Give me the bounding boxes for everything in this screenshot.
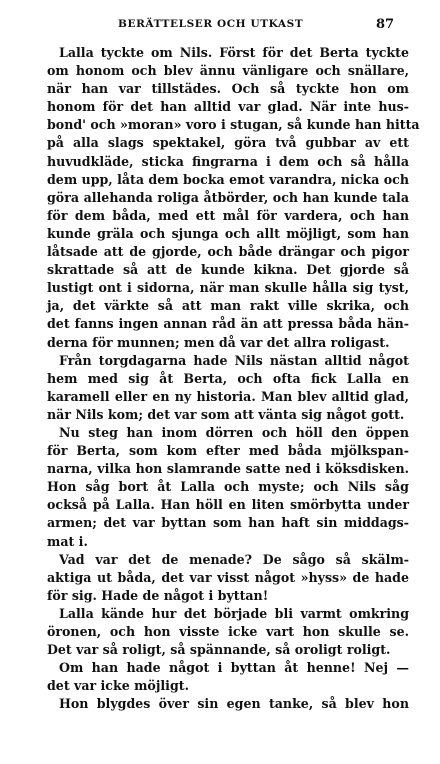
text-line: när Nils kom; det var som att vänta sig något gott.: [47, 406, 405, 422]
text-line: derna för munnen; men då var det allra roligast.: [47, 334, 390, 350]
text-line: låtsade att de gjorde, och både drängar och pigor: [47, 244, 409, 260]
text-line: bond' och »moran» voro i stugan, så kunde han hitta: [47, 117, 420, 133]
text-line: Från torgdagarna hade Nils nästan alltid något: [59, 352, 409, 368]
text-line: Lalla tyckte om Nils. Först för det Berta tyckte: [59, 45, 409, 60]
text-line: Det var så roligt, så spännande, så oroligt roligt.: [47, 642, 391, 658]
text-line: Vad var det de menade? De sågo så skälm-: [59, 551, 409, 567]
text-line: Hon såg bort åt Lalla och myste; och Nils såg: [47, 479, 409, 495]
text-line: göra allehanda roliga åtbörder, och han kunde tala: [47, 189, 409, 205]
text-line: karamell eller en ny historia. Man blev alltid glad,: [47, 388, 409, 404]
text-line: det fanns ingen annan råd än att pressa båda hän-: [47, 316, 409, 332]
text-line: dem upp, låta dem bocka emot varandra, nicka och: [47, 171, 409, 187]
text-line: armen; det var byttan som han haft sin middags-: [47, 515, 409, 531]
text-line: Hon blygdes över sin egen tanke, så blev hon: [59, 696, 409, 712]
text-line: öronen, och hon visste icke vart hon skulle se.: [47, 624, 409, 639]
text-line: narna, vilka hon slamrande satte ned i köksdisken.: [47, 461, 409, 477]
text-line: ja, det värkte så att man rakt ville skrika, och: [47, 298, 409, 314]
text-line: lustigt ont i sidorna, när man skulle hålla sig tyst,: [47, 280, 409, 296]
text-line: kunde gräla och sjunga och allt möjligt, som han: [47, 225, 409, 241]
text-line: också på Lalla. Han höll en liten smörbytta under: [47, 497, 409, 513]
text-line: på alla slags spektakel, göra två gubbar av ett: [47, 135, 409, 151]
text-line: honom för det han alltid var glad. När inte hus-: [47, 99, 409, 115]
text-line: för Berta, som kom efter med båda mjölkspan-: [47, 443, 409, 459]
text-line: huvudkläde, sticka fingrarna i dem och så hålla: [47, 153, 409, 169]
text-line: det var icke möjligt.: [47, 678, 189, 694]
text-line: Om han hade något i byttan åt henne! Nej —: [59, 660, 409, 676]
page-number: 87: [376, 17, 395, 32]
text-line: hem med sig åt Berta, och ofta fick Lalla en: [47, 370, 409, 386]
text-line: Lalla kände hur det började bli varmt omkring: [59, 605, 409, 621]
text-line: när han var tillstädes. Och så tyckte hon om: [47, 81, 409, 97]
text-line: mat i.: [47, 533, 88, 549]
text-line: skrattade så att de kunde kikna. Det gjorde så: [47, 262, 409, 278]
body-text: [47, 44, 420, 713]
text-line: för dem båda, med ett mål för vardera, och han: [47, 207, 409, 223]
text-line: för sig. Hade de något i byttan!: [47, 587, 269, 603]
text-line: aktiga ut båda, det var visst något »hyss» de hade: [47, 569, 409, 585]
text-line: om honom och blev ännu vänligare och snällare,: [47, 63, 409, 79]
running-title: BERÄTTELSER OCH UTKAST: [118, 18, 304, 30]
text-line: Nu steg han inom dörren och höll den öppen: [59, 424, 409, 440]
